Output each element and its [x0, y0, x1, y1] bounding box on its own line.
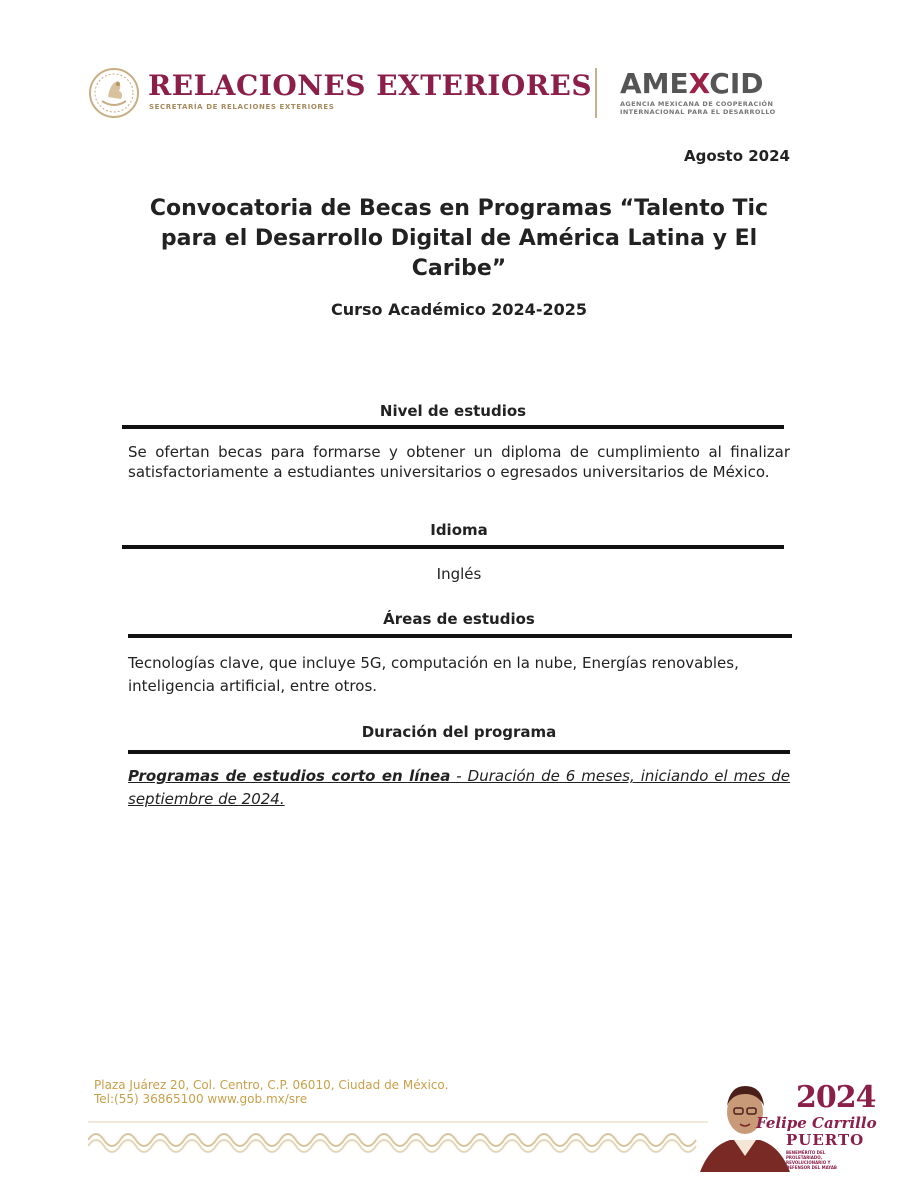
section-heading-idioma: Idioma: [430, 521, 488, 539]
amexcid-subtitle-2: INTERNACIONAL PARA EL DESARROLLO: [620, 108, 776, 116]
section-heading-duracion: Duración del programa: [361, 723, 557, 741]
name-puerto: PUERTO: [786, 1131, 865, 1149]
section-heading-areas: Áreas de estudios: [383, 610, 535, 628]
section-heading-nivel: Nivel de estudios: [379, 402, 527, 420]
footer-address-block: [94, 1078, 448, 1106]
footer-contact: Tel:(55) 36865100 www.gob.mx/sre: [94, 1092, 308, 1106]
amexcid-subtitle-1: AGENCIA MEXICANA DE COOPERACIÓN: [620, 100, 774, 108]
program-name: Programas de estudios corto en línea: [128, 767, 451, 785]
section-body-idioma: Inglés: [436, 565, 482, 583]
section-rule: [122, 425, 784, 429]
section-body-nivel: Se ofertan becas para formarse y obtener un diploma de cumplimiento al finalizar satisfactoriamente a estudiantes universitarios o egresados universitarios de México.: [128, 443, 790, 481]
sre-title: RELACIONES EXTERIORES: [148, 69, 593, 102]
anniversary-motto: BENEMÉRITO DEL PROLETARIADO, REVOLUCIONARIO Y DEFENSOR DEL MAYAB: [786, 1150, 837, 1170]
document-subtitle: Curso Académico 2024-2025: [331, 300, 587, 319]
footer-address: Plaza Juárez 20, Col. Centro, C.P. 06010, Ciudad de México.: [94, 1078, 449, 1092]
footer-ornament-band: [88, 1120, 708, 1154]
amexcid-title-a: AME: [620, 67, 689, 100]
header-divider: [595, 68, 597, 118]
section-rule: [128, 750, 790, 754]
amexcid-logo: [620, 68, 776, 116]
document-title: Convocatoria de Becas en Programas “Talento Tic para el Desarrollo Digital de América Latina y El Caribe”: [149, 196, 769, 281]
sre-subtitle: SECRETARÍA DE RELACIONES EXTERIORES: [149, 103, 335, 111]
year-2024: 2024: [796, 1080, 876, 1115]
amexcid-title-b: CID: [709, 67, 764, 100]
letterhead: [88, 64, 808, 124]
section-body-areas: Tecnologías clave, que incluye 5G, computación en la nube, Energías renovables, inteligencia artificial, entre otros.: [128, 654, 739, 695]
name-felipe-carrillo: Felipe Carrillo: [756, 1114, 877, 1132]
mexico-seal-icon: [88, 67, 140, 119]
program-detail: - Duración de 6 meses, iniciando el mes de septiembre de 2024.: [128, 767, 791, 808]
section-rule: [122, 545, 784, 549]
section-body-duracion: [128, 765, 790, 811]
section-rule: [128, 634, 792, 638]
amexcid-title-x: X: [688, 67, 710, 100]
document-date: Agosto 2024: [683, 147, 790, 165]
